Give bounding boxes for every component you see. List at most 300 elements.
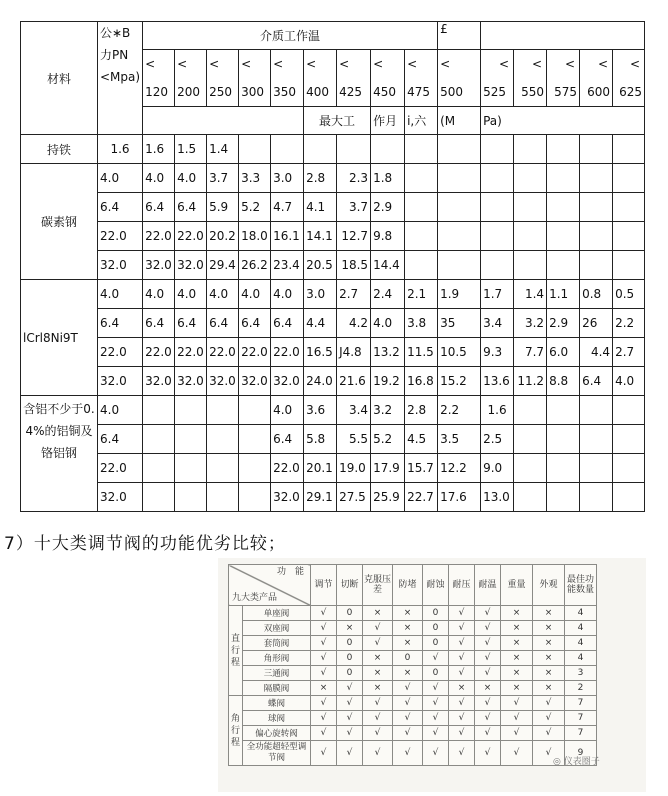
function-mark: √ [423,696,449,711]
function-mark: × [533,651,565,666]
temperature-value: 400 [306,85,329,99]
pressure-cell: 18.0 [239,222,271,251]
function-mark: √ [311,726,337,741]
pressure-cell: 3.7 [337,193,371,222]
pressure-cell [613,251,645,280]
pressure-cell [547,396,580,425]
function-mark: √ [423,681,449,696]
temperature-value: 450 [373,85,396,99]
pressure-cell [438,251,481,280]
function-mark: × [363,606,393,621]
pressure-cell: 22.0 [271,454,304,483]
pressure-cell [613,425,645,454]
function-column-header: 耐温 [475,565,501,606]
pressure-cell: 20.2 [207,222,239,251]
pressure-cell: 25.9 [371,483,405,512]
table-row [21,483,645,512]
temperature-header-cell [175,50,207,107]
pressure-cell: 1.7 [481,280,514,309]
function-mark: 0 [423,666,449,681]
pressure-cell: 5.9 [207,193,239,222]
pressure-cell [580,251,613,280]
pressure-cell: 32.0 [175,367,207,396]
function-mark: 0 [337,666,363,681]
pressure-cell: 4.0 [239,280,271,309]
valve-name: 球阀 [243,711,311,726]
valve-row [229,696,597,711]
valve-row [229,636,597,651]
pressure-cell: 1.4 [207,135,239,164]
material-name: 碳素钢 [21,164,98,280]
temperature-value: 200 [177,85,200,99]
pn-header-line: <Mpa) [100,70,141,84]
pressure-cell [580,193,613,222]
temperature-value: 120 [145,85,168,99]
pressure-cell: 6.4 [175,309,207,338]
pressure-cell [514,454,547,483]
less-than-mark: < [598,57,609,71]
function-mark: √ [393,741,423,766]
pressure-cell: 2.1 [405,280,438,309]
pressure-cell [613,164,645,193]
pressure-cell: 35 [438,309,481,338]
pressure-cell [514,193,547,222]
function-mark: √ [533,711,565,726]
pressure-cell: 1.1 [547,280,580,309]
function-mark: 4 [565,621,597,636]
function-column-header: 防堵 [393,565,423,606]
stroke-group-label: 直行程 [229,606,243,696]
function-mark: × [533,681,565,696]
temperature-value: 500 [440,85,463,99]
temperature-header-cell [239,50,271,107]
function-mark: √ [475,726,501,741]
pressure-cell [175,483,207,512]
pressure-cell: 4.0 [207,280,239,309]
temperature-header-cell [613,50,645,107]
function-mark: × [363,681,393,696]
valve-name: 蝶阀 [243,696,311,711]
valve-row [229,711,597,726]
material-header: 材料 [21,22,98,135]
function-mark: × [501,666,533,681]
function-mark: 2 [565,681,597,696]
pressure-cell: 9.0 [481,454,514,483]
valve-row [229,681,597,696]
function-mark: √ [311,621,337,636]
pressure-cell [271,135,304,164]
pn-header [98,22,143,135]
pressure-cell [580,396,613,425]
pressure-cell: 32.0 [271,367,304,396]
pressure-cell [547,454,580,483]
function-mark: × [363,651,393,666]
pressure-cell [371,135,405,164]
pressure-cell: 12.7 [337,222,371,251]
temperature-header-cell [438,50,481,107]
function-mark: √ [475,696,501,711]
pressure-cell [580,222,613,251]
pressure-cell [514,425,547,454]
pressure-cell: 4.4 [580,338,613,367]
pressure-cell [613,193,645,222]
function-mark: √ [337,726,363,741]
table-row [21,454,645,483]
liu-label: i,六 [405,107,438,135]
pressure-cell: 8.8 [547,367,580,396]
valve-row [229,621,597,636]
pressure-cell [405,135,438,164]
pressure-cell: 15.7 [405,454,438,483]
function-mark: √ [533,741,565,766]
pressure-cell [207,454,239,483]
pressure-cell: 4.0 [143,280,175,309]
function-mark: × [533,621,565,636]
function-mark: 0 [337,636,363,651]
function-mark: √ [449,636,475,651]
pressure-cell [613,222,645,251]
pressure-cell: 9.8 [371,222,405,251]
pressure-cell: 22.7 [405,483,438,512]
pressure-cell: 32.0 [271,483,304,512]
valve-name: 三通阀 [243,666,311,681]
temperature-value: 525 [483,85,506,99]
function-mark: √ [337,696,363,711]
pressure-cell: 6.4 [271,309,304,338]
function-mark: × [363,666,393,681]
valve-row [229,726,597,741]
pressure-cell [143,396,175,425]
valve-name: 全功能超轻型调节阀 [243,741,311,766]
temperature-header-cell [271,50,304,107]
diagonal-corner-wrap [229,565,310,605]
pressure-cell: 4.4 [304,309,337,338]
function-mark: × [501,621,533,636]
pressure-cell: 22.0 [175,222,207,251]
pressure-cell [239,135,271,164]
pressure-cell [239,396,271,425]
pressure-cell: 32.0 [175,251,207,280]
pressure-cell: 2.8 [405,396,438,425]
temperature-header-cell [143,50,175,107]
pressure-cell: 22.0 [175,338,207,367]
pn-header-line: 公∗B [100,26,131,40]
function-mark: × [501,681,533,696]
pn-value: 22.0 [98,338,143,367]
function-mark: √ [423,741,449,766]
function-mark: √ [423,711,449,726]
pressure-cell [547,164,580,193]
function-column-header: 耐压 [449,565,475,606]
pressure-cell [580,135,613,164]
pressure-cell: 2.5 [481,425,514,454]
function-column-header: 耐蚀 [423,565,449,606]
pressure-cell [207,483,239,512]
function-mark: √ [475,711,501,726]
pressure-cell [438,193,481,222]
pressure-cell: 6.4 [271,425,304,454]
pressure-cell: 1.4 [514,280,547,309]
function-mark: √ [533,696,565,711]
pressure-cell: 7.7 [514,338,547,367]
pressure-cell: 3.7 [207,164,239,193]
pressure-cell [481,135,514,164]
stroke-group-label: 角行程 [229,696,243,766]
function-mark: 4 [565,651,597,666]
pressure-cell: 5.5 [337,425,371,454]
function-mark: × [501,606,533,621]
temperature-header-cell [207,50,239,107]
pressure-cell: 6.4 [175,193,207,222]
pressure-cell: 17.6 [438,483,481,512]
comparison-header-row [229,565,597,606]
pressure-cell [580,164,613,193]
pressure-cell: 27.5 [337,483,371,512]
valve-row [229,741,597,766]
pressure-cell: 19.0 [337,454,371,483]
pressure-cell: 12.2 [438,454,481,483]
pressure-cell [405,251,438,280]
function-mark: √ [393,681,423,696]
pressure-cell: 1.5 [175,135,207,164]
pressure-cell: 5.2 [239,193,271,222]
valve-comparison-table [228,564,597,766]
function-mark: × [533,606,565,621]
function-mark: √ [501,696,533,711]
function-mark: √ [449,726,475,741]
zuoyue-label: 作月 [371,107,405,135]
pressure-cell [481,193,514,222]
function-mark: √ [423,651,449,666]
pressure-cell: 24.0 [304,367,337,396]
table-row [21,425,645,454]
pressure-cell [613,396,645,425]
pressure-cell [481,251,514,280]
function-mark: √ [311,636,337,651]
pressure-cell [207,425,239,454]
pressure-cell: 0.5 [613,280,645,309]
table-row [21,135,645,164]
function-mark: √ [501,726,533,741]
pn-value: 4.0 [98,396,143,425]
pn-value: 6.4 [98,425,143,454]
pressure-cell [514,483,547,512]
valve-name: 单座阀 [243,606,311,621]
pressure-cell: 2.9 [547,309,580,338]
pressure-cell [514,396,547,425]
function-mark: × [501,636,533,651]
function-mark: √ [311,696,337,711]
pressure-cell [547,425,580,454]
pressure-cell: 14.1 [304,222,337,251]
function-mark: √ [533,726,565,741]
pressure-cell: 1.6 [481,396,514,425]
temperature-header-cell [405,50,438,107]
pressure-cell [405,193,438,222]
temperature-header-cell [547,50,580,107]
pressure-cell: 4.0 [371,309,405,338]
pressure-cell: 16.1 [271,222,304,251]
section-title: 7）十大类调节阀的功能优劣比较； [4,534,286,554]
function-mark: × [533,666,565,681]
pressure-cell: J4.8 [337,338,371,367]
function-mark: √ [501,741,533,766]
pressure-cell: 11.5 [405,338,438,367]
material-name: lCrl8Ni9T [21,280,98,396]
pressure-cell: 5.2 [371,425,405,454]
temperature-value: 600 [587,85,611,99]
pressure-cell: 29.4 [207,251,239,280]
less-than-mark: < [630,57,641,71]
function-mark: 0 [337,651,363,666]
pressure-cell [613,135,645,164]
function-mark: √ [363,726,393,741]
table-row [21,396,645,425]
function-mark: 3 [565,666,597,681]
function-mark: √ [363,621,393,636]
function-column-header: 外观 [533,565,565,606]
pressure-cell: 3.0 [271,164,304,193]
temperature-header-cell [481,50,514,107]
valve-row [229,666,597,681]
function-mark: √ [475,636,501,651]
pn-value: 1.6 [98,135,143,164]
pressure-cell [481,222,514,251]
valve-row [229,651,597,666]
less-than-mark: < [241,57,252,71]
pressure-cell [304,135,337,164]
diagonal-corner-cell [229,565,311,606]
function-mark: √ [311,606,337,621]
table-row [21,309,645,338]
pressure-cell: 3.8 [405,309,438,338]
pressure-cell: 4.0 [175,164,207,193]
pressure-cell: 2.7 [337,280,371,309]
pn-value: 6.4 [98,193,143,222]
pressure-cell: 2.2 [438,396,481,425]
function-mark: √ [393,726,423,741]
pressure-cell: 15.2 [438,367,481,396]
pressure-cell: 16.5 [304,338,337,367]
function-mark: × [337,621,363,636]
pressure-cell: 22.0 [271,338,304,367]
temperature-value: 475 [407,85,430,99]
less-than-mark: < [532,57,543,71]
function-mark: 0 [393,651,423,666]
function-mark: 4 [565,606,597,621]
valve-name: 角形阀 [243,651,311,666]
valve-name: 隔膜阀 [243,681,311,696]
function-mark: √ [363,741,393,766]
pressure-cell: 22.0 [143,338,175,367]
less-than-mark: < [145,57,156,71]
pressure-cell: 4.0 [271,396,304,425]
pressure-cell [547,193,580,222]
less-than-mark: < [339,57,350,71]
corner-function-label: 功 能 [276,567,304,577]
material-name: 持铁 [21,135,98,164]
function-mark: √ [311,711,337,726]
pressure-cell [175,396,207,425]
pn-value: 22.0 [98,454,143,483]
pressure-cell [143,425,175,454]
function-mark: √ [449,651,475,666]
pressure-cell: 4.2 [337,309,371,338]
m-paren-label: (M [438,107,481,135]
function-column-header: 克服压差 [363,565,393,606]
pressure-cell: 18.5 [337,251,371,280]
table-row [21,367,645,396]
valve-name: 双座阀 [243,621,311,636]
less-than-mark: < [373,57,384,71]
pressure-cell: 6.4 [239,309,271,338]
pressure-cell: 6.4 [580,367,613,396]
function-mark: 0 [423,606,449,621]
temperature-header-cell [514,50,547,107]
pressure-cell: 3.3 [239,164,271,193]
function-mark: √ [393,696,423,711]
pressure-cell [580,425,613,454]
pressure-cell: 32.0 [207,367,239,396]
pressure-cell: 17.9 [371,454,405,483]
material-name-line: 4%的铝铜及 [25,424,93,438]
function-mark: 0 [423,621,449,636]
pressure-cell: 5.8 [304,425,337,454]
function-mark: × [533,636,565,651]
pressure-cell [239,454,271,483]
function-mark: √ [449,666,475,681]
function-mark: √ [337,741,363,766]
pn-value: 6.4 [98,309,143,338]
pressure-cell [547,483,580,512]
pressure-cell: 3.4 [337,396,371,425]
pressure-cell: 2.4 [371,280,405,309]
less-than-mark: < [440,57,451,71]
pressure-cell: 2.8 [304,164,337,193]
pressure-cell: 9.3 [481,338,514,367]
pressure-cell [239,425,271,454]
pressure-cell: 20.5 [304,251,337,280]
temperature-header-cell [371,50,405,107]
less-than-mark: < [209,57,220,71]
pressure-cell: 4.0 [271,280,304,309]
pressure-cell [514,164,547,193]
pressure-cell: 2.3 [337,164,371,193]
function-mark: √ [449,711,475,726]
function-mark: × [393,666,423,681]
pressure-cell: 11.2 [514,367,547,396]
pressure-cell: 23.4 [271,251,304,280]
pressure-cell [143,454,175,483]
pressure-cell [580,483,613,512]
pressure-cell: 32.0 [239,367,271,396]
function-mark: √ [475,621,501,636]
function-mark: √ [449,741,475,766]
function-column-header: 切断 [337,565,363,606]
pressure-cell [514,251,547,280]
function-mark: √ [311,741,337,766]
function-mark: √ [311,666,337,681]
temperature-value: 625 [619,85,643,99]
less-than-mark: < [273,57,284,71]
pressure-cell: 21.6 [337,367,371,396]
pressure-cell [580,454,613,483]
function-mark: 7 [565,696,597,711]
pressure-cell: 3.2 [371,396,405,425]
pressure-cell [438,222,481,251]
empty-header-cell [143,107,304,135]
pound-mark: £ [438,22,481,50]
